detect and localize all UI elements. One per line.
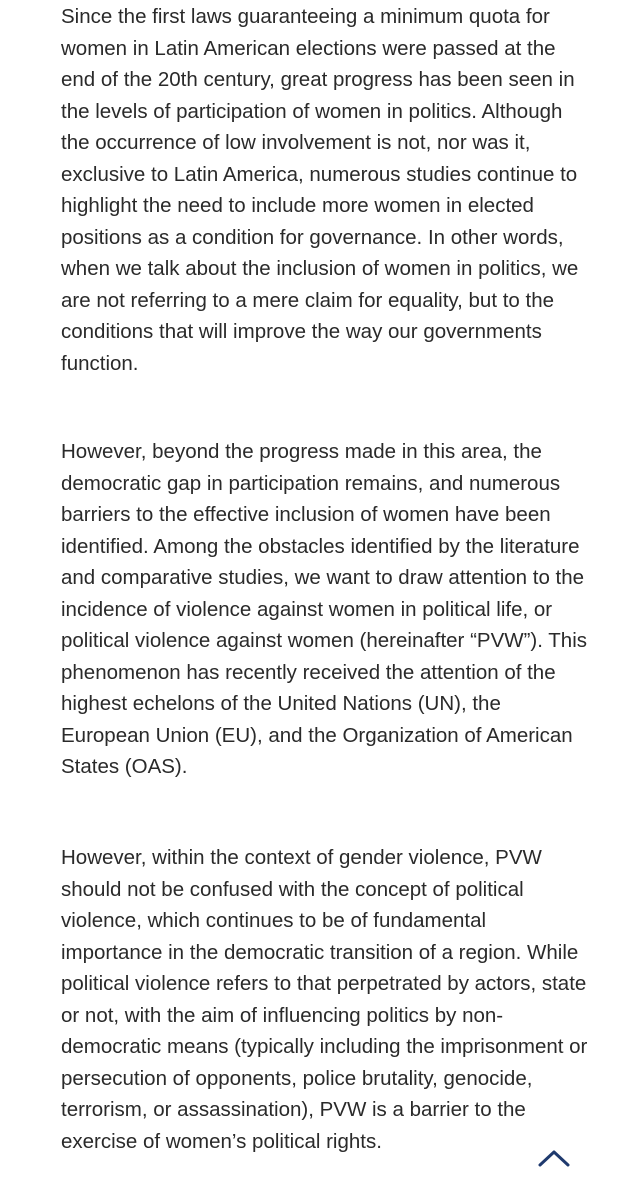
chevron-up-icon — [537, 1148, 571, 1168]
article-paragraph: Since the first laws guaranteeing a minimum quota for women in Latin American elections were passed at the end of the 20th century, great progress has been seen in the levels of participation of women in politics. Although the occurrence of low involvement is not, nor was it, exclusive to Latin America, numerous studies continue to highlight the need to include more women in elected positions as a condition for governance. In other words, when we talk about the inclusion of women in politics, we are not referring to a mere claim for equality, but to the conditions that will improve the way our governments function. — [61, 5, 579, 375]
scroll-to-top-button[interactable] — [524, 1128, 584, 1188]
article-paragraph: However, beyond the progress made in this area, the democratic gap in participation remains, and numerous barriers to the effective inclusion of women have been identified. Among the obstacles identified by the literature and comparative studies, we want to draw attention to the incidence of violence against women in political life, or political violence against women (hereinafter “PVW”). This phenomenon has recently received the attention of the highest echelons of the United Nations (UN), the European Union (EU), and the Organization of American States (OAS). — [61, 440, 588, 778]
article-paragraph: However, within the context of gender violence, PVW should not be confused with the concept of political violence, which continues to be of fundamental importance in the democratic transition of a region. While political violence refers to that perpetrated by actors, state or not, with the aim of influencing politics by non-democratic means (typically including the imprisonment or persecution of opponents, police brutality, genocide, terrorism, or assassination), PVW is a barrier to the exercise of women’s political rights. — [61, 846, 588, 1153]
